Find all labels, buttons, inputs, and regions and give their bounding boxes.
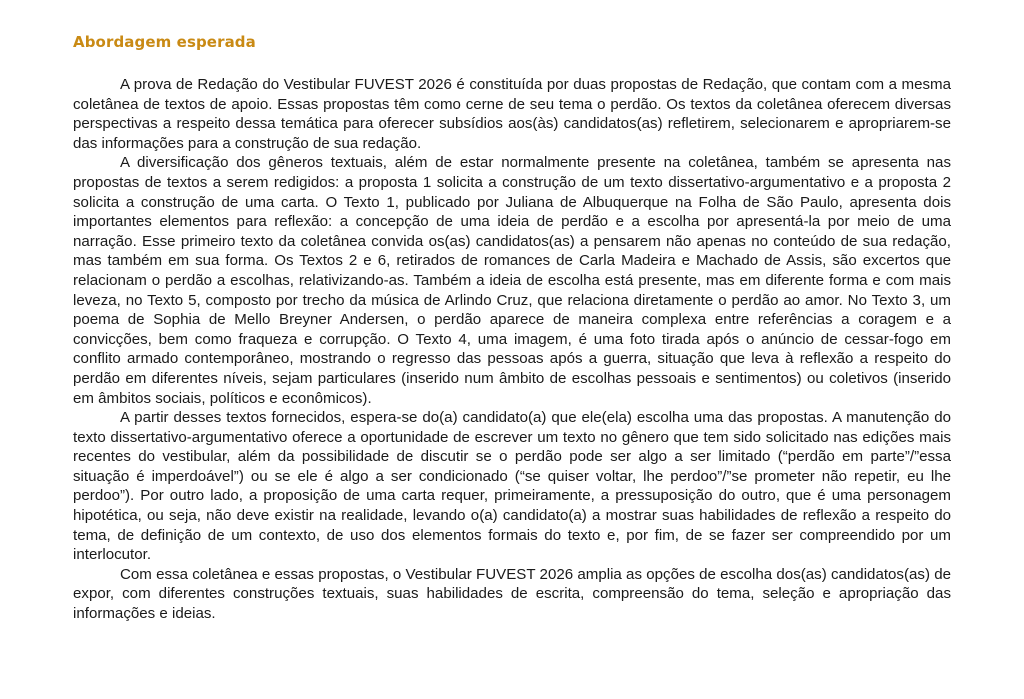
section-title: Abordagem esperada <box>73 33 256 51</box>
paragraph-conclusion: Com essa coletânea e essas propostas, o Vestibular FUVEST 2026 amplia as opções de escolha dos(as) candidatos(as) de expor, com diferentes construções textuais, suas habilidades de escrita, compreensão do tema, seleção e apropriação das informações e ideias. <box>73 565 951 623</box>
paragraph-intro: A prova de Redação do Vestibular FUVEST 2026 é constituída por duas propostas de Redação, que contam com a mesma coletânea de textos de apoio. Essas propostas têm como cerne de seu tema o perdão. Os textos da coletânea oferecem diversas perspectivas a respeito dessa temática para oferecer subsídios aos(às) candidatos(as) refletirem, selecionarem e apropriarem-se das informações para a construção de sua redação. <box>73 76 951 152</box>
document-body <box>73 75 951 624</box>
paragraph-expectations: A partir desses textos fornecidos, espera-se do(a) candidato(a) que ele(ela) escolha uma das propostas. A manutenção do texto dissertativo-argumentativo oferece a oportunidade de escrever um texto no gênero que tem sido solicitado nas edições mais recentes do vestibular, além da possibilidade de discutir se o perdão pode ser algo a ser limitado (“perdão em parte”/”essa situação é imperdoável”) ou se ele é algo a ser condicionado (“se quiser voltar, lhe perdoo”/”se prometer não repetir, eu lhe perdoo”). Por outro lado, a proposição de uma carta requer, primeiramente, a pressuposição do outro, que é uma personagem hipotética, ou seja, não deve existir na realidade, levando o(a) candidato(a) a mostrar suas habilidades de reflexão a respeito do tema, de definição de um contexto, de uso dos elementos formais do texto e, por fim, de se fazer ser compreendido por um interlocutor. <box>73 409 951 564</box>
paragraph-genres: A diversificação dos gêneros textuais, além de estar normalmente presente na coletânea, também se apresenta nas propostas de textos a serem redigidos: a proposta 1 solicita a construção de um texto dissertativo-argumentativo e a proposta 2 solicita a construção de uma carta. O Texto 1, publicado por Juliana de Albuquerque na Folha de São Paulo, apresenta dois importantes elementos para reflexão: a concepção de uma ideia de perdão e a escolha por apresentá-la por meio de uma narração. Esse primeiro texto da coletânea convida os(as) candidatos(as) a pensarem não apenas no conteúdo de sua redação, mas também em sua forma. Os Textos 2 e 6, retirados de romances de Carla Madeira e Machado de Assis, são excertos que relacionam o perdão a escolhas, relativizando-as. Também a ideia de escolha está presente, mas em diferente forma e com mais leveza, no Texto 5, composto por trecho da música de Arlindo Cruz, que relaciona diretamente o perdão ao amor. No Texto 3, um poema de Sophia de Mello Breyner Andersen, o perdão aparece de maneira complexa entre referências a coragem e a convicções, bem como fraqueza e corrupção. O Texto 4, uma imagem, é uma foto tirada após o anúncio de cessar-fogo em conflito armado contemporâneo, mostrando o regresso das pessoas após a guerra, situação que leva à reflexão a respeito do perdão em diferentes níveis, sejam particulares (inserido num âmbito de escolhas pessoais e sentimentos) ou coletivos (inserido em âmbitos sociais, políticos e econômicos). <box>73 154 951 407</box>
